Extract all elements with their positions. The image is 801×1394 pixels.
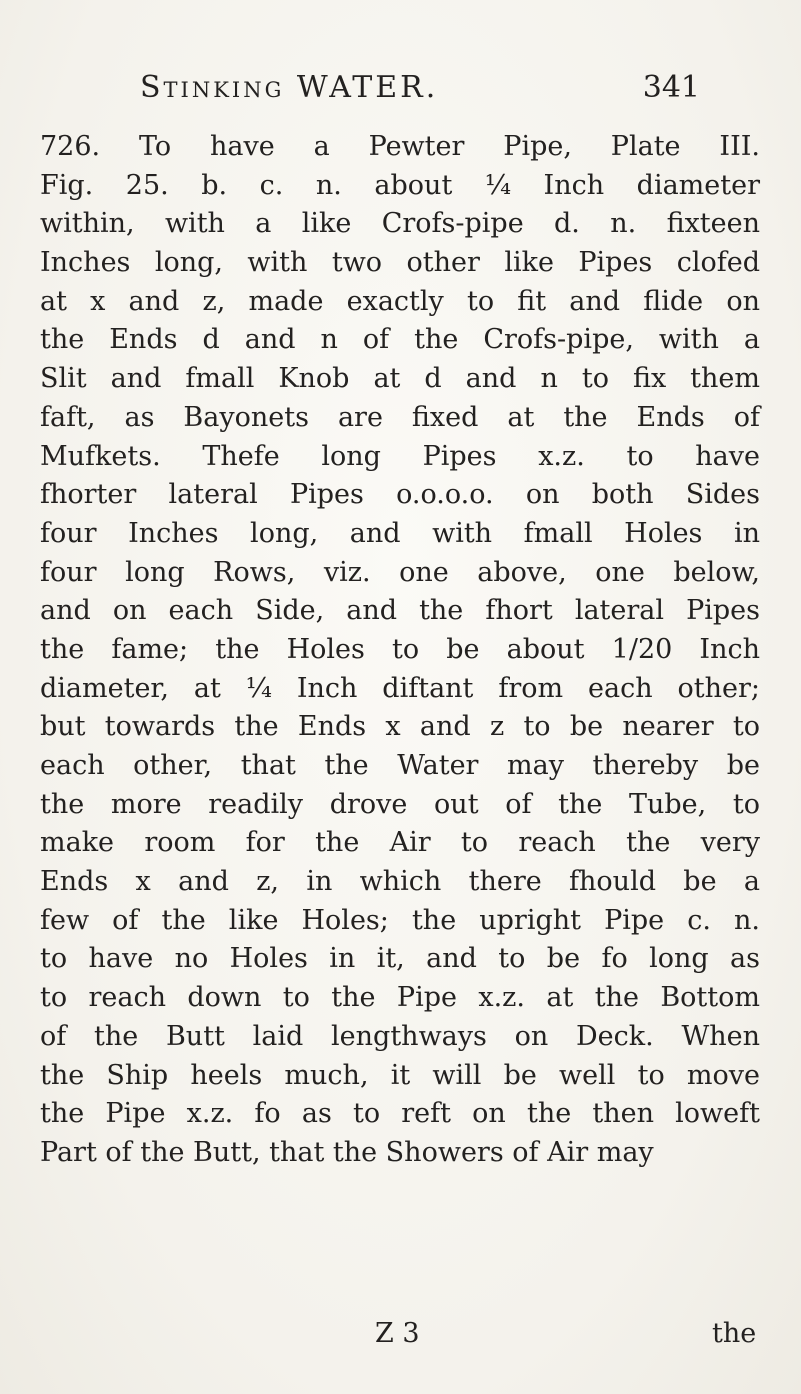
text-line: Slit and fmall Knob at d and n to fix them <box>40 363 760 395</box>
running-head <box>140 70 700 120</box>
text-line: the Pipe x.z. fo as to reft on the then loweft <box>40 1098 760 1130</box>
text-line: faft, as Bayonets are fixed at the Ends of <box>40 401 760 433</box>
text-line: but towards the Ends x and z to be nearer to <box>40 711 760 743</box>
text-line: at x and z, made exactly to fit and flide on <box>40 285 760 317</box>
text-line: Part of the Butt, that the Showers of Air may <box>40 1136 654 1168</box>
text-line: Fig. 25. b. c. n. about ¼ Inch diameter <box>40 169 760 201</box>
text-line: four Inches long, and with fmall Holes in <box>40 517 760 549</box>
page-footer <box>0 1318 801 1358</box>
text-line: diameter, at ¼ Inch diftant from each other; <box>40 672 760 704</box>
text-line: make room for the Air to reach the very <box>40 827 760 859</box>
catchword: the <box>712 1318 757 1349</box>
text-line: to reach down to the Pipe x.z. at the Bottom <box>40 982 760 1014</box>
text-line: Ends x and z, in which there fhould be a <box>40 866 760 898</box>
text-line: to have no Holes in it, and to be fo long as <box>40 943 760 975</box>
text-line: few of the like Holes; the upright Pipe c. n. <box>40 904 760 936</box>
text-line: within, with a like Crofs-pipe d. n. fixteen <box>40 208 760 240</box>
text-line: 726. To have a Pewter Pipe, Plate III. <box>40 131 760 162</box>
signature-mark: Z 3 <box>375 1318 420 1349</box>
text-line: the more readily drove out of the Tube, to <box>40 788 760 820</box>
running-head-title: Stinking WATER. <box>140 70 439 105</box>
text-line: of the Butt laid lengthways on Deck. When <box>40 1020 760 1052</box>
text-line: the fame; the Holes to be about 1/20 Inch <box>40 633 760 665</box>
text-line: the Ends d and n of the Crofs-pipe, with a <box>40 324 760 356</box>
text-line: Mufkets. Thefe long Pipes x.z. to have <box>40 440 760 472</box>
text-line: and on each Side, and the fhort lateral Pipes <box>40 595 760 627</box>
page-number: 341 <box>642 70 700 105</box>
text-line: the Ship heels much, it will be well to move <box>40 1059 760 1091</box>
text-line: fhorter lateral Pipes o.o.o.o. on both Sides <box>40 479 760 511</box>
text-line: Inches long, with two other like Pipes clofed <box>40 247 760 279</box>
text-line: four long Rows, viz. one above, one below, <box>40 556 760 588</box>
text-line: each other, that the Water may thereby be <box>40 750 760 781</box>
body-text <box>40 128 760 1173</box>
